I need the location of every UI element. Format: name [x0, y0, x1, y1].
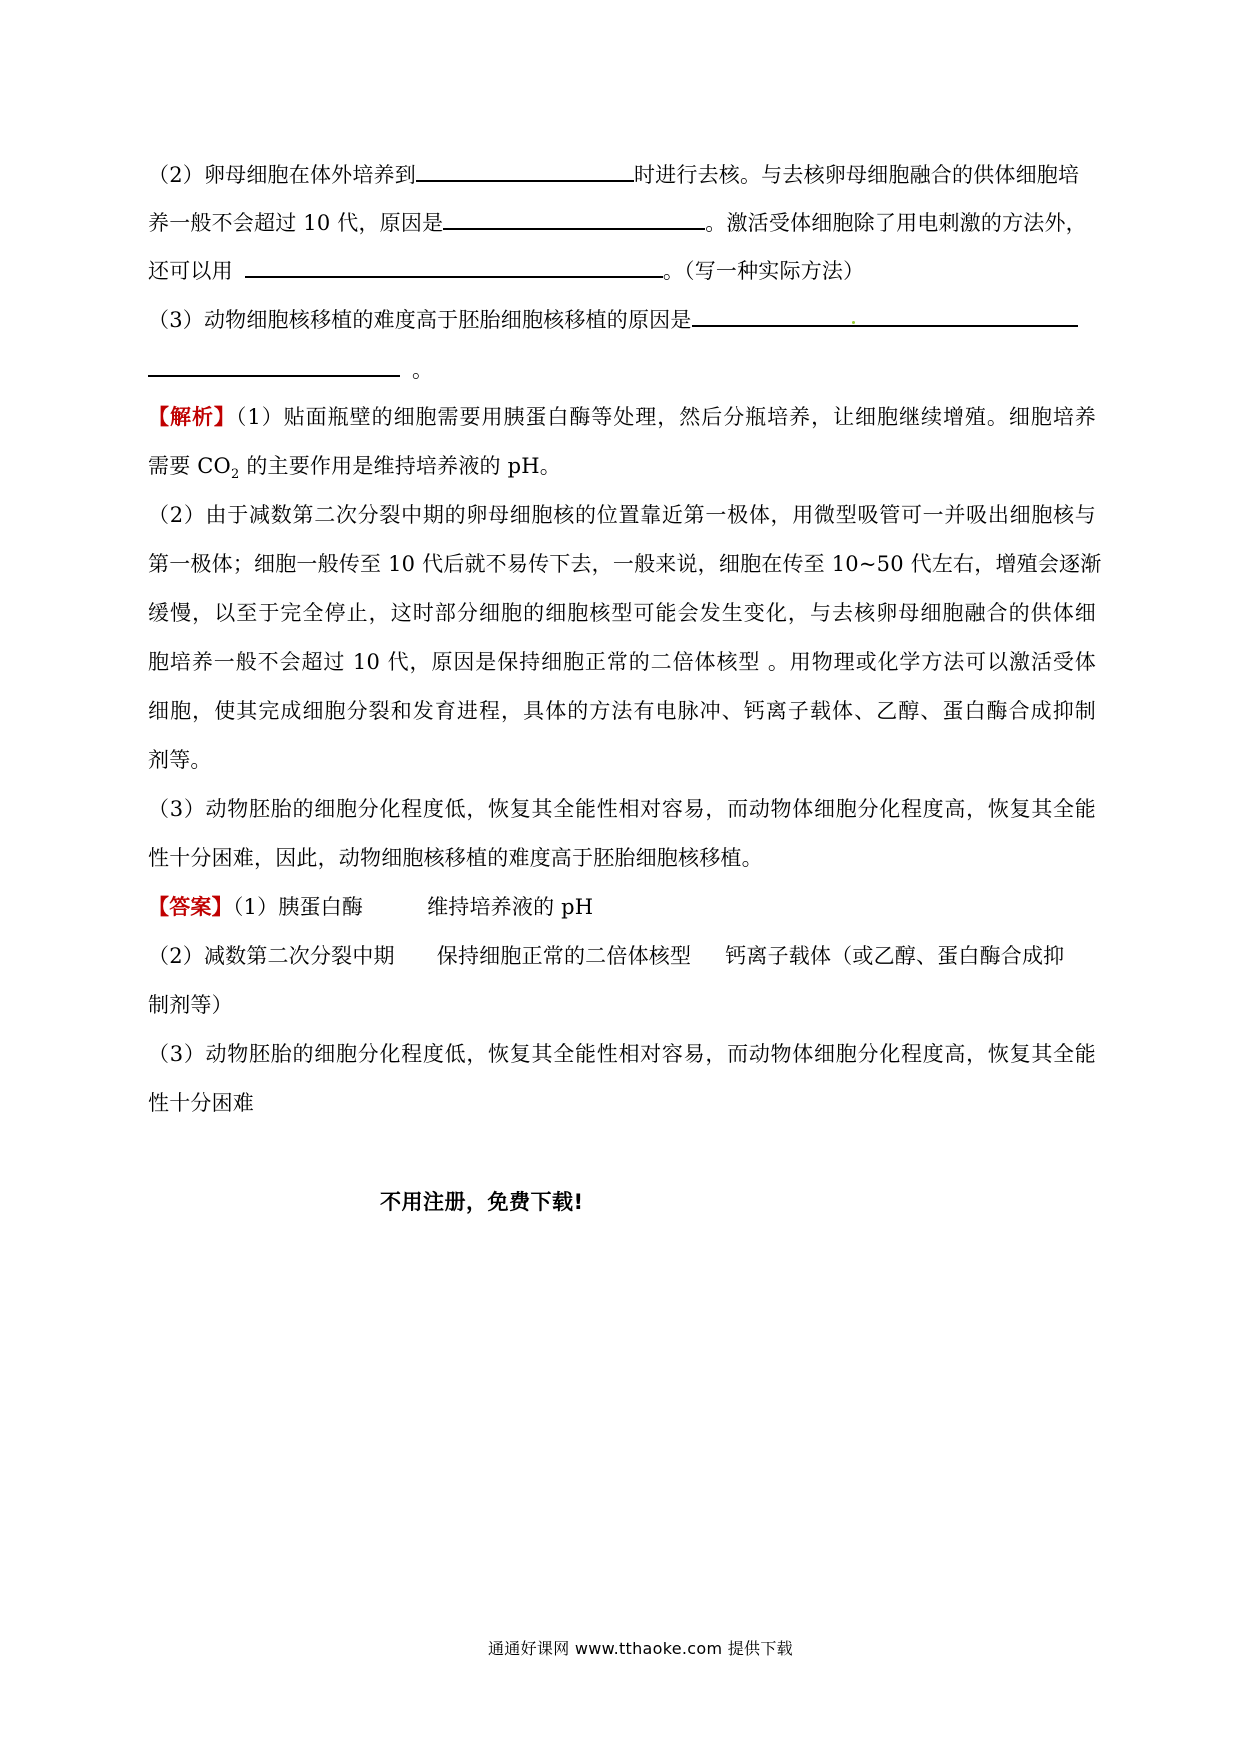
answer-1-line: 【答案】（1）胰蛋白酶 维持培养液的 pH [148, 894, 594, 919]
question-2-line-1: （2）卵母细胞在体外培养到 时进行去核。与去核卵母细胞融合的供体细胞培 [148, 158, 1096, 190]
analysis-1-line-1: 【解析】（1）贴面瓶壁的细胞需要用胰蛋白酶等处理，然后分瓶培养，让细胞继续增殖。细胞培养 [148, 404, 1096, 429]
question-3-line-2: 。 [148, 353, 1096, 385]
analysis-3-line-1: （3）动物胚胎的细胞分化程度低，恢复其全能性相对容易，而动物体细胞分化程度高，恢复其全能 [148, 797, 1096, 821]
analysis-2-line-3: 缓慢，以至于完全停止，这时部分细胞的细胞核型可能会发生变化，与去核卵母细胞融合的供体细 [148, 601, 1096, 625]
analysis-2-line-5: 细胞，使其完成细胞分裂和发育进程，具体的方法有电脉冲、钙离子载体、乙醇、蛋白酶合成抑制 [148, 699, 1096, 723]
analysis-1-line-2: 需要 $CO_2$ 的主要作用是维持培养液的 pH。 [148, 454, 561, 483]
answer-blank-3 [245, 254, 663, 278]
analysis-2-line-4: 胞培养一般不会超过 10 代，原因是保持细胞正常的二倍体核型 。用物理或化学方法可以激活受体 [148, 650, 1096, 674]
answer-blank-5 [148, 353, 400, 377]
answer-tag: 【答案】 [148, 894, 233, 919]
download-notice: 不用注册，免费下载! [380, 1190, 584, 1214]
stray-dot [852, 321, 855, 324]
question-3-line-1: （3）动物细胞核移植的难度高于胚胎细胞核移植的原因是 [148, 303, 1096, 335]
analysis-3-line-2: 性十分困难，因此，动物细胞核移植的难度高于胚胎细胞核移植。 [148, 846, 763, 870]
question-2-line-3: 还可以用 。（写一种实际方法） [148, 254, 1096, 286]
page-footer: 通通好课网 www.tthaoke.com 提供下载 [488, 1639, 793, 1658]
analysis-2-line-1: （2）由于减数第二次分裂中期的卵母细胞核的位置靠近第一极体，用微型吸管可一并吸出细胞核与 [148, 503, 1096, 527]
answer-blank-4 [692, 303, 1078, 327]
answer-3-line-2: 性十分困难 [148, 1091, 254, 1115]
analysis-tag: 【解析】 [148, 404, 236, 429]
answer-2-line-1: （2）减数第二次分裂中期 保持细胞正常的二倍体核型 钙离子载体（或乙醇、蛋白酶合成抑 [148, 944, 1065, 968]
answer-3-line-1: （3）动物胚胎的细胞分化程度低，恢复其全能性相对容易，而动物体细胞分化程度高，恢复其全能 [148, 1042, 1096, 1066]
answer-blank-2 [443, 206, 705, 230]
answer-blank-1 [416, 158, 634, 182]
question-2-line-2: 养一般不会超过 10 代，原因是 。激活受体细胞除了用电刺激的方法外， [148, 206, 1096, 238]
analysis-2-line-2: 第一极体；细胞一般传至 10 代后就不易传下去，一般来说，细胞在传至 10~50 代左右，增殖会逐渐 [148, 552, 1102, 576]
analysis-2-line-6: 剂等。 [148, 748, 212, 772]
answer-2-line-2: 制剂等） [148, 993, 233, 1017]
